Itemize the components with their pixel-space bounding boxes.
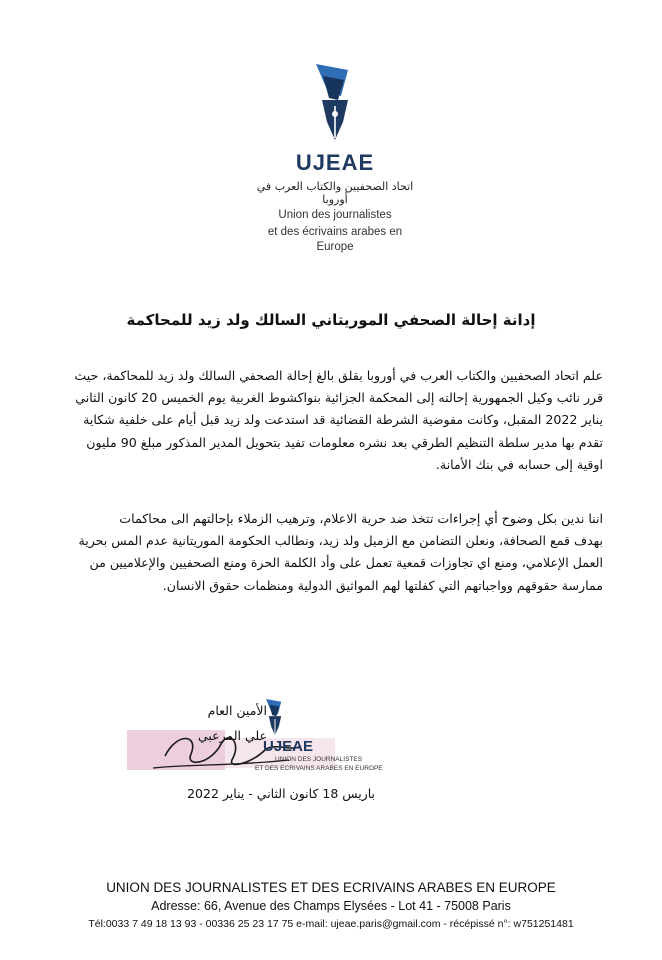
paragraph-line: علم اتحاد الصحفيين والكتاب العرب في أوروبا بقلق بالغ إحالة الصحفي السالك ولد زيد للمحاكمة، حيث <box>74 368 603 383</box>
paragraph-line: بهدف قمع الصحافة، ونعلن التضامن مع الزميل ولد زيد، ونطالب الحكومة الموريتانية عدم المس بحرية <box>78 533 603 549</box>
signatory-role: الأمين العام <box>207 703 267 718</box>
logo-name-french-line1: Union des journalistes <box>278 209 392 221</box>
logo-name-french-line2: et des écrivains arabes en Europe <box>267 226 403 253</box>
paragraph-line: العمل الإعلامي، ومنع اي تجاوزات قمعية تعمل على وأد الكلمة الحرة ومنع الصحفيين والإعلاميين من <box>89 555 603 571</box>
paragraph-line: تقدم بها مدير سلطة التنظيم الطرقي بعد نشره معلومات تفيد بتحويل المدير المذكور مبلغ 90 مليون <box>86 434 603 450</box>
signatory-name: علي المرعبي <box>197 728 267 743</box>
footer-org-name: UNION DES JOURNALISTES ET DES ECRIVAINS ARABES EN EUROPE <box>106 880 556 895</box>
paragraph-line: قرر نائب وكيل الجمهورية إحالته إلى المحكمة الجزائية بنواكشوط الغربية يوم الخميس 20 كانون الثاني <box>75 390 603 406</box>
stamp-acronym: UJEAE <box>263 738 314 755</box>
footer-contact: Tél:0033 7 49 18 13 93 - 00336 25 23 17 75 e-mail: ujeae.paris@gmail.com - récépissé n°: w751251481 <box>88 918 574 930</box>
footer-address: Adresse: 66, Avenue des Champs Elysées - Lot 41 - 75008 Paris <box>151 899 511 913</box>
pen-nib-icon <box>310 62 360 146</box>
paragraph-line: ممارسة حقوقهم وواجباتهم التي كفلتها لهم المواثيق الدولية ومنظمات حقوق الانسان. <box>162 577 603 593</box>
statement-title: إدانة إحالة الصحفي الموريتاني السالك ولد زيد للمحاكمة <box>126 311 536 329</box>
header-logo <box>250 62 420 255</box>
stamp-line1: UNION DES JOURNALISTES <box>275 756 363 763</box>
paragraph-line: يناير 2022 المقبل، وكانت مفوضية الشرطة القضائية قد استدعت ولد زيد قبل أيام على خلفية شكاية <box>83 412 603 428</box>
paragraph-1 <box>60 365 603 476</box>
logo-acronym: UJEAE <box>295 150 375 175</box>
paragraph-2 <box>60 508 603 597</box>
paragraph-line: اننا ندين بكل وضوح أي إجراءات تتخذ ضد حرية الاعلام، وترهيب الزملاء بإحالتهم الى محاكمات <box>119 511 603 526</box>
paragraph-line: اوقية إلى حسابه في بنك الأمانة. <box>435 456 603 472</box>
stamp-line2: ET DES ECRIVAINS ARABES EN EUROPE <box>255 765 383 772</box>
logo-name-arabic: اتحاد الصحفيين والكتاب العرب في أوروبا <box>256 180 414 206</box>
signature-date: باريس 18 كانون الثاني - يناير 2022 <box>187 786 375 801</box>
signature-block <box>125 690 383 820</box>
